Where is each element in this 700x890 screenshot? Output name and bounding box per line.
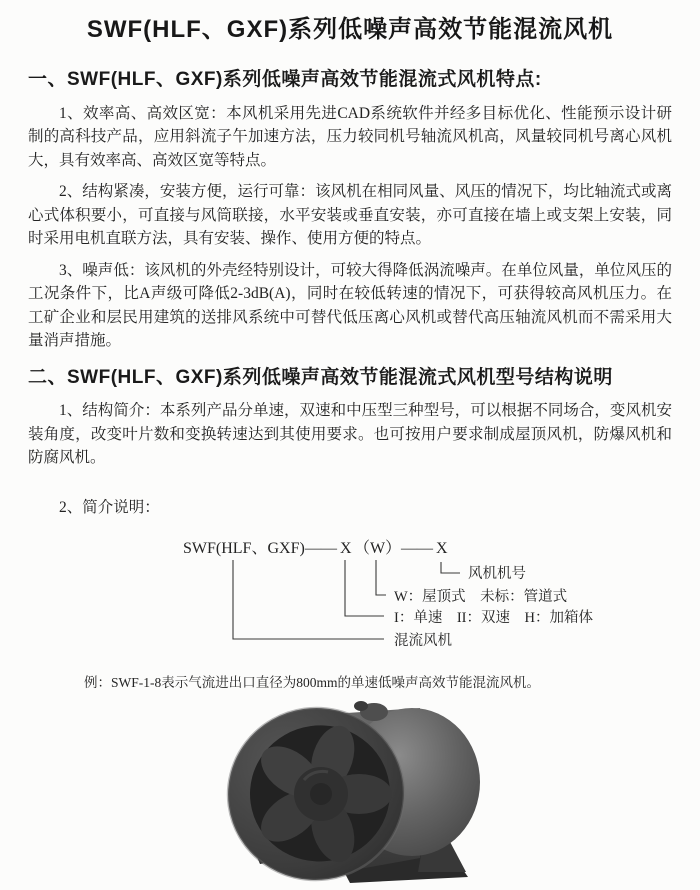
fan-product-photo-svg xyxy=(224,700,504,890)
label-fan-type: 混流风机 xyxy=(394,633,452,650)
formula-dash-1: —— xyxy=(305,540,337,558)
section2-heading: 二、SWF(HLF、GXF)系列低噪声高效节能混流式风机型号结构说明 xyxy=(28,366,613,388)
diagram-subheading: 2、简介说明： xyxy=(59,498,160,516)
feature-paragraph-efficiency: 1、效率高、高效区宽：本风机采用先进CAD系统软件并经多目标优化、性能预示设计研制的高科技产品，应用斜流子午加速方法，压力较同机号轴流风机高，风量较同机号离心风机大，具有效率高、高效区宽等特点。 xyxy=(28,104,672,169)
label-roof-type: W：屋顶式 未标：管道式 xyxy=(394,589,568,606)
model-code-diagram xyxy=(28,529,672,661)
page-title: SWF(HLF、GXF)系列低噪声高效节能混流风机 xyxy=(86,16,614,43)
fan-hub xyxy=(294,767,348,821)
label-speed-type: I：单速 II：双速 H：加箱体 xyxy=(394,610,593,627)
section-model-structure xyxy=(28,365,672,694)
model-example-note: 例：SWF-1-8表示气流进出口直径为800mm的单速低噪声高效节能混流风机。 xyxy=(84,675,540,691)
formula-x-size: X xyxy=(436,540,448,558)
feature-paragraph-structure: 2、结构紧凑，安装方便，运行可靠：该风机在相同风量、风压的情况下，均比轴流式或离心式体积要小，可直接与风筒联接，水平安装或垂直安装，亦可直接在墙上或支架上安装，同时采用电机直联方法，具有安装、操作、使用方便的特点。 xyxy=(28,183,672,248)
formula-series: SWF(HLF、GXF) xyxy=(183,540,305,558)
section-features xyxy=(28,67,672,353)
model-code-diagram-svg xyxy=(28,529,672,661)
label-fan-size: 风机机号 xyxy=(468,566,526,583)
formula-w-option: （W） xyxy=(354,540,402,558)
section1-heading: 一、SWF(HLF、GXF)系列低噪声高效节能混流式风机特点: xyxy=(28,69,542,91)
feature-paragraph-noise: 3、噪声低：该风机的外壳经特别设计，可较大得降低涡流噪声。在单位风量，单位风压的工况条件下，比A声级可降低2-3dB(A)，同时在较低转速的情况下，可获得较高风机压力。在工矿企业和层民用建筑的送排风系统中可替代低压离心风机或替代高压轴流风机而不需采用大量消声措施。 xyxy=(28,261,672,350)
formula-dash-2: —— xyxy=(401,540,433,558)
model-intro-paragraph: 1、结构简介：本系列产品分单速，双速和中压型三种型号，可以根据不同场合，变风机安装角度，改变叶片数和变换转速达到其使用要求。也可按用户要求制成屋顶风机，防爆风机和防腐风机。 xyxy=(28,402,672,467)
fan-product-photo xyxy=(224,700,504,890)
formula-x-speed: X xyxy=(340,540,352,558)
